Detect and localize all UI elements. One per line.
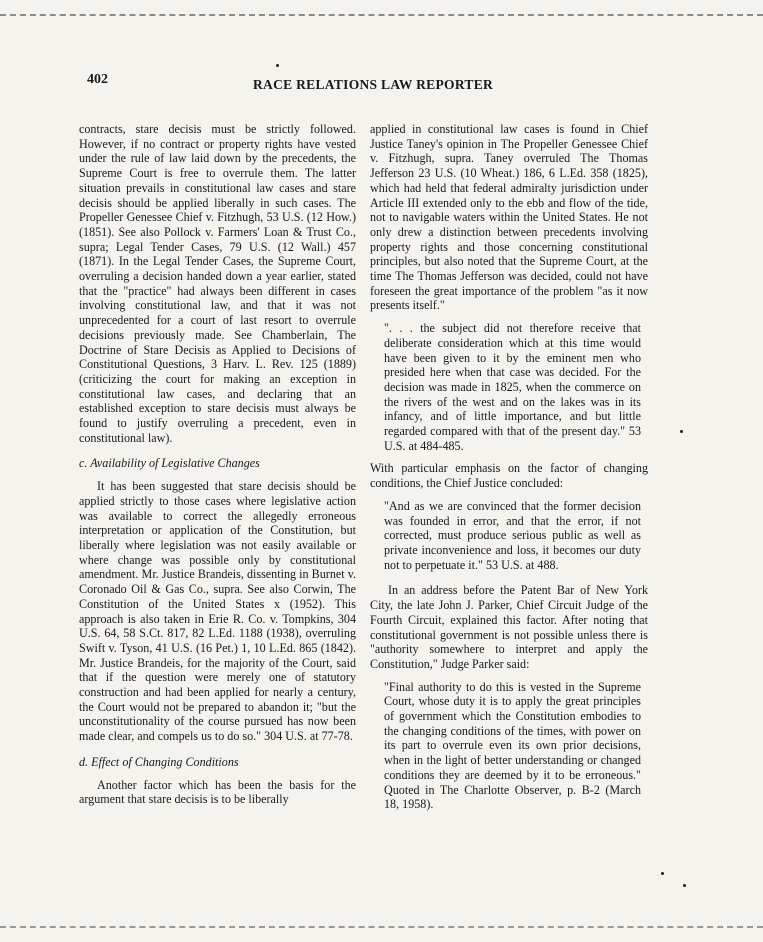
paragraph: contracts, stare decisis must be strictly followed. However, if no contract or property rights have vested under the rule of law laid down by the precedents, the Supreme Court is free to overrule them. The latter situation prevails in constitutional law cases and stare decisis should be applied liberally in such cases. The Propeller Genessee Chief v. Fitzhugh, 53 U.S. (12 How.) (1851). See also Pollock v. Farmers' Loan & Trust Co., supra; Legal Tender Cases, 79 U.S. (12 Wall.) 457 (1871). In the Legal Tender Cases, the Supreme Court, overruling a decision handed down a year earlier, stated that the "practice" had always been different in cases involving constitutional law, and that it was not unprecedented for a court of last resort to overrule decisions previously made. See Chamberlain, The Doctrine of Stare Decisis as Applied to Decisions of Constitutional Questions, 3 Harv. L. Rev. 125 (1889) (criticizing the court for making an exception in constitutional law cases, and declaring that an established exception to stare decisis must always be found to justify overruling a precedent, even in constitutional law).: [79, 122, 356, 445]
paragraph: applied in constitutional law cases is found in Chief Justice Taney's opinion in The Propeller Genessee Chief v. Fitzhugh, supra. Taney overruled The Thomas Jefferson 23 U.S. (10 Wheat.) 186, 6 L.Ed. 358 (1825), which had held that federal admiralty jurisdiction under Article III extended only to the ebb and flow of the tide, not to navigable waters within the United States. He not only drew a distinction between precedents involving property rights and those concerning constitutional principles, but also noted that the Supreme Court, at the time The Thomas Jefferson was decided, could not have foreseen the great importance of the problem "as it now presents itself.": [370, 122, 648, 313]
paragraph: Another factor which has been the basis for the argument that stare decisis is to be liberally: [79, 777, 356, 807]
scan-speck: [661, 872, 664, 875]
scan-speck: [683, 884, 686, 887]
paragraph: It has been suggested that stare decisis should be applied strictly to those cases where legislative action was available to correct the allegedly erroneous interpretation or application of the Constitution, but liberally where legislation was not easily available or where change was possible only by constitutional amendment. Mr. Justice Brandeis, dissenting in Burnet v. Coronado Oil & Gas Co., supra. See also Corwin, The Constitution of the United States x (1952). This approach is also taken in Erie R. Co. v. Tompkins, 304 U.S. 64, 58 S.Ct. 817, 82 L.Ed. 1188 (1938), overruling Swift v. Tyson, 41 U.S. (16 Pet.) 1, 10 L.Ed. 865 (1842). Mr. Justice Brandeis, for the majority of the Court, said that if the question were merely one of statutory construction and had been applied for nearly a century, the Court would not be prepared to abandon it; "but the unconstitutionality of the course pursued has now been made clear, and compels us to do so." 304 U.S. at 77-78.: [79, 479, 356, 744]
section-heading-c: c. Availability of Legislative Changes: [79, 456, 260, 471]
scan-speck: [680, 430, 683, 433]
section-heading-d: d. Effect of Changing Conditions: [79, 754, 239, 769]
right-column: [370, 122, 648, 812]
block-quote: "Final authority to do this is vested in the Supreme Court, whose duty it is to apply the great principles of government which the Constitution embodies to the changing conditions of the times, with power on its part to overrule even its own prior decisions, when in the light of better understanding or changed conditions they are deemed by it to be erroneous." Quoted in The Charlotte Observer, p. B-2 (March 18, 1958).: [384, 679, 641, 812]
paragraph: With particular emphasis on the factor of changing conditions, the Chief Justice concluded:: [370, 461, 648, 491]
scan-edge-top: [0, 14, 763, 16]
block-quote: ". . . the subject did not therefore receive that deliberate consideration which at this time would have been given to it by the eminent men who presided here when that case was decided. For the decision was made in 1825, when the commerce on the rivers of the west and on the lakes was in its infancy, and of little importance, and but little regarded compared with that of the present day." 53 U.S. at 484-485.: [384, 321, 641, 453]
block-quote: "And as we are convinced that the former decision was founded in error, and that the error, if not corrected, must produce serious public as well as private inconvenience and loss, it becomes our duty not to perpetuate it." 53 U.S. at 488.: [384, 498, 641, 572]
running-head: RACE RELATIONS LAW REPORTER: [253, 77, 494, 92]
page-number: 402: [87, 72, 108, 87]
scan-speck: [276, 64, 279, 67]
left-column: [79, 122, 356, 807]
scan-edge-bottom: [0, 926, 763, 928]
paragraph: In an address before the Patent Bar of New York City, the late John J. Parker, Chief Circuit Judge of the Fourth Circuit, explained this factor. After noting that constitutional government is not possible unless there is "authority somewhere to interpret and apply the Constitution," Judge Parker said:: [370, 583, 648, 671]
